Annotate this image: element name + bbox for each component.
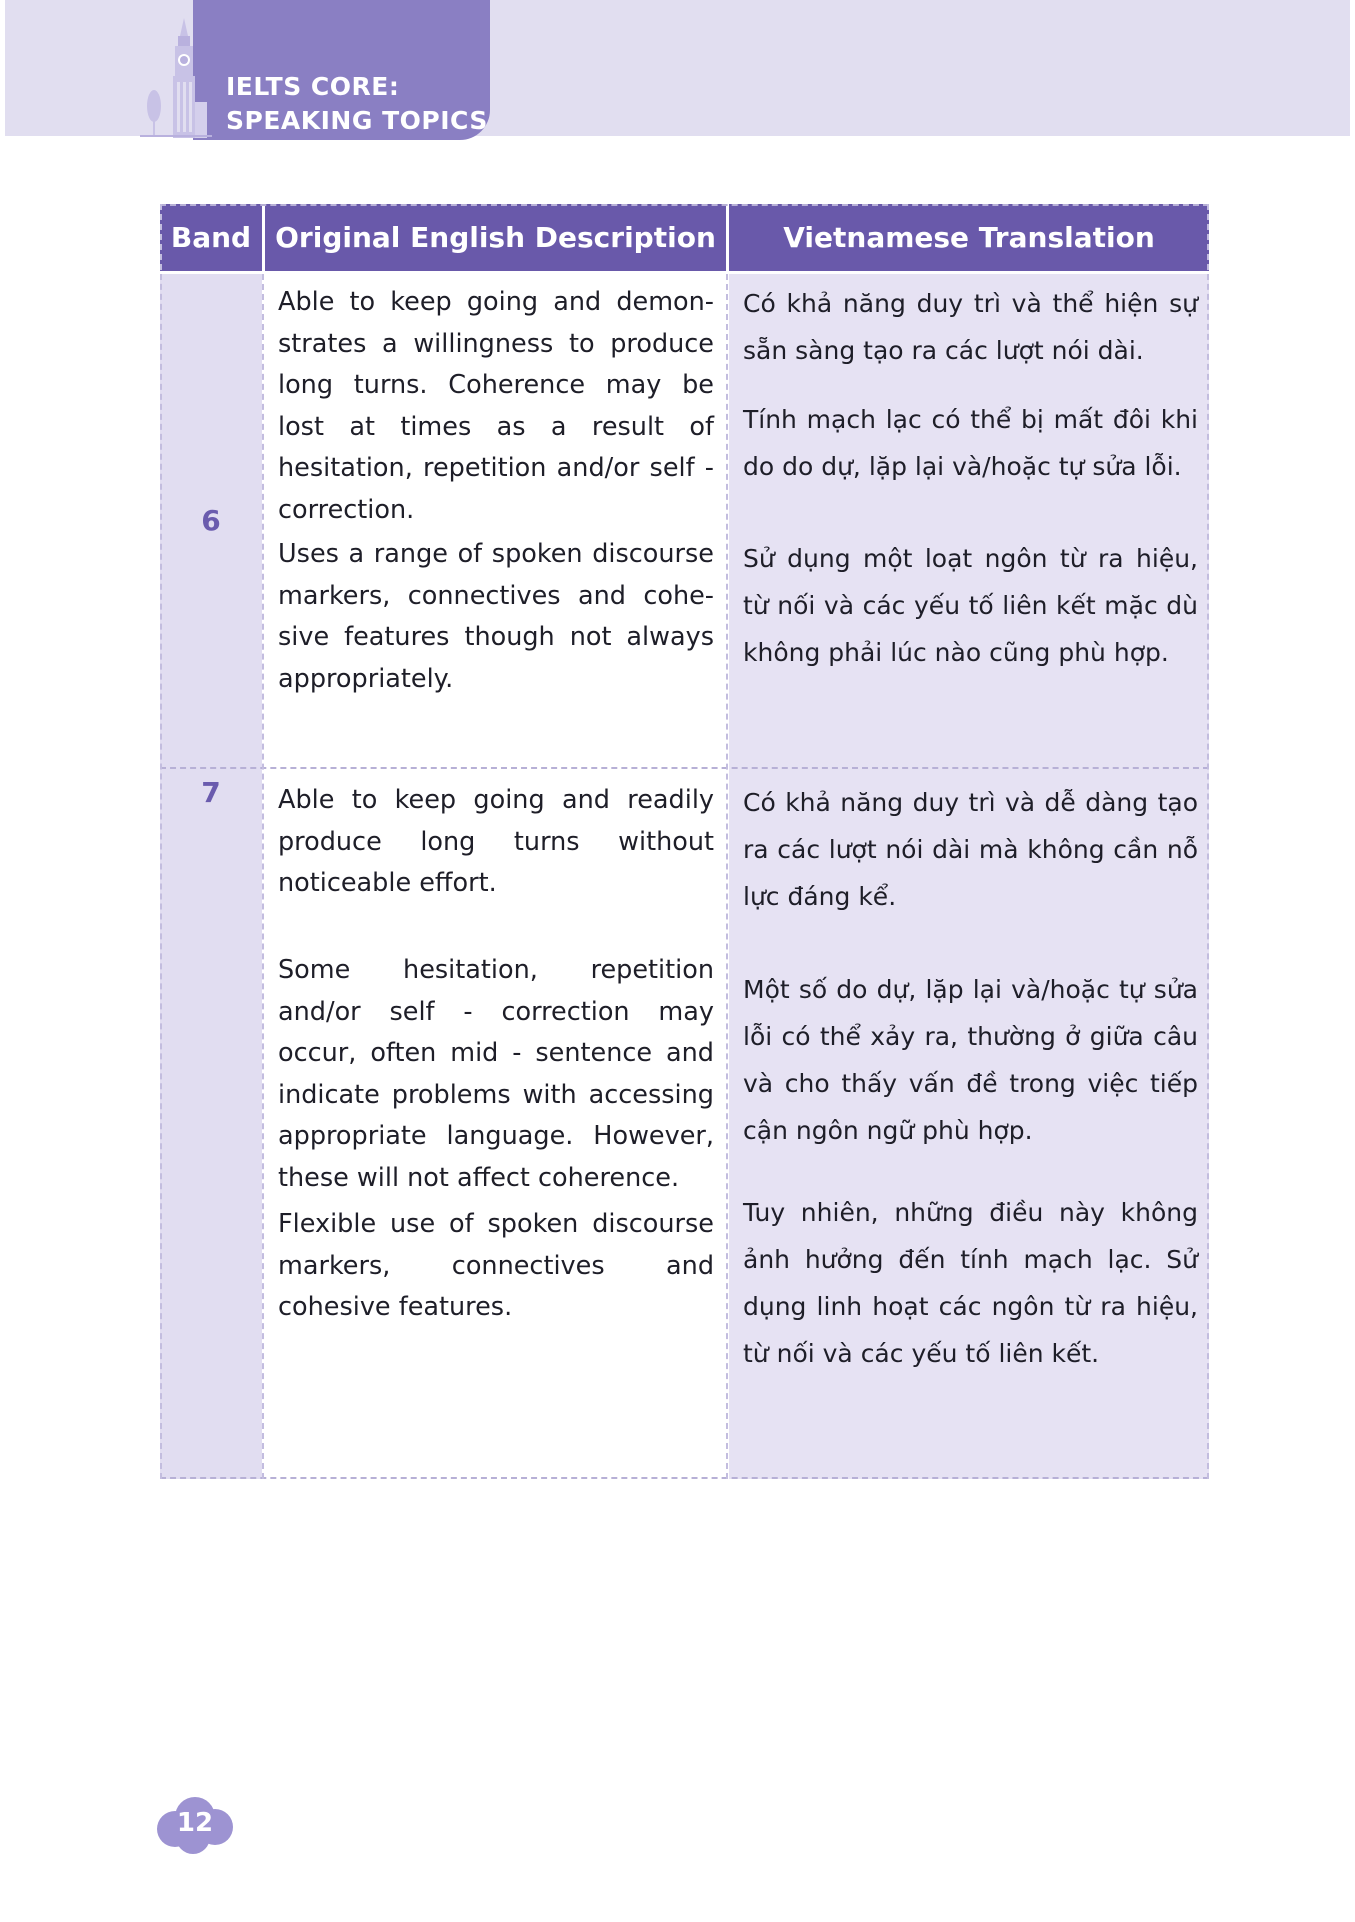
band-column (160, 274, 262, 1479)
english-paragraph: Some hesitation, repetition and/or self - correction may occur, often mid - sentence and indicate problems with accessing appropriate language. However, these will not affect coherence. (278, 955, 714, 1193)
book-title-line2: SPEAKING TOPICS (226, 106, 488, 135)
page-number: 12 (176, 1808, 214, 1838)
band-number: 6 (201, 504, 221, 537)
book-title (226, 70, 488, 138)
vietnamese-paragraph: Tuy nhiên, những điều này không ảnh hưởng đến tính mạch lạc. Sử dụng linh hoạt các ngôn từ ra hiệu, từ nối và các yếu tố liên kết. (743, 1198, 1198, 1368)
band-number: 7 (201, 776, 221, 809)
column-header-vietnamese: Vietnamese Translation (729, 204, 1209, 271)
big-ben-tower-icon (140, 18, 212, 138)
band-descriptor-table (160, 204, 1209, 1479)
table-border-right (1207, 204, 1209, 1479)
vietnamese-paragraph: Tính mạch lạc có thể bị mất đôi khi do do dự, lặp lại và/hoặc tự sửa lỗi. (743, 405, 1198, 481)
vietnamese-paragraph: Có khả năng duy trì và dễ dàng tạo ra các lượt nói dài mà không cần nỗ lực đáng kể. (743, 788, 1198, 911)
english-paragraph: Able to keep going and demon-strates a willingness to produce long turns. Coherence may be lost at times as a result of hesitation, repetition and/or self - correction. (278, 287, 714, 525)
book-title-line1: IELTS CORE: (226, 72, 400, 101)
table-border-top (160, 204, 1209, 206)
column-header-band: Band (160, 204, 262, 271)
column-divider (262, 274, 264, 1479)
vietnamese-paragraph: Sử dụng một loạt ngôn từ ra hiệu, từ nối và các yếu tố liên kết mặc dù không phải lúc nào cũng phù hợp. (743, 544, 1198, 667)
english-paragraph: Flexible use of spoken discourse markers, connectives and cohesive features. (278, 1209, 714, 1323)
vietnamese-paragraph: Có khả năng duy trì và thể hiện sự sẵn sàng tạo ra các lượt nói dài. (743, 289, 1198, 365)
table-border-bottom (160, 1477, 1209, 1479)
vietnamese-paragraph: Một số do dự, lặp lại và/hoặc tự sửa lỗi có thể xảy ra, thường ở giữa câu và cho thấy vấn đề trong việc tiếp cận ngôn ngữ phù hợp. (743, 975, 1198, 1145)
english-paragraph: Uses a range of spoken discourse markers, connectives and cohe-sive features though not always appropriately. (278, 539, 714, 694)
column-divider (726, 274, 728, 1479)
column-header-english: Original English Description (265, 204, 726, 271)
row-divider (160, 767, 1209, 769)
english-paragraph: Able to keep going and readily produce long turns without noticeable effort. (278, 785, 714, 899)
table-border-left (160, 204, 162, 1479)
